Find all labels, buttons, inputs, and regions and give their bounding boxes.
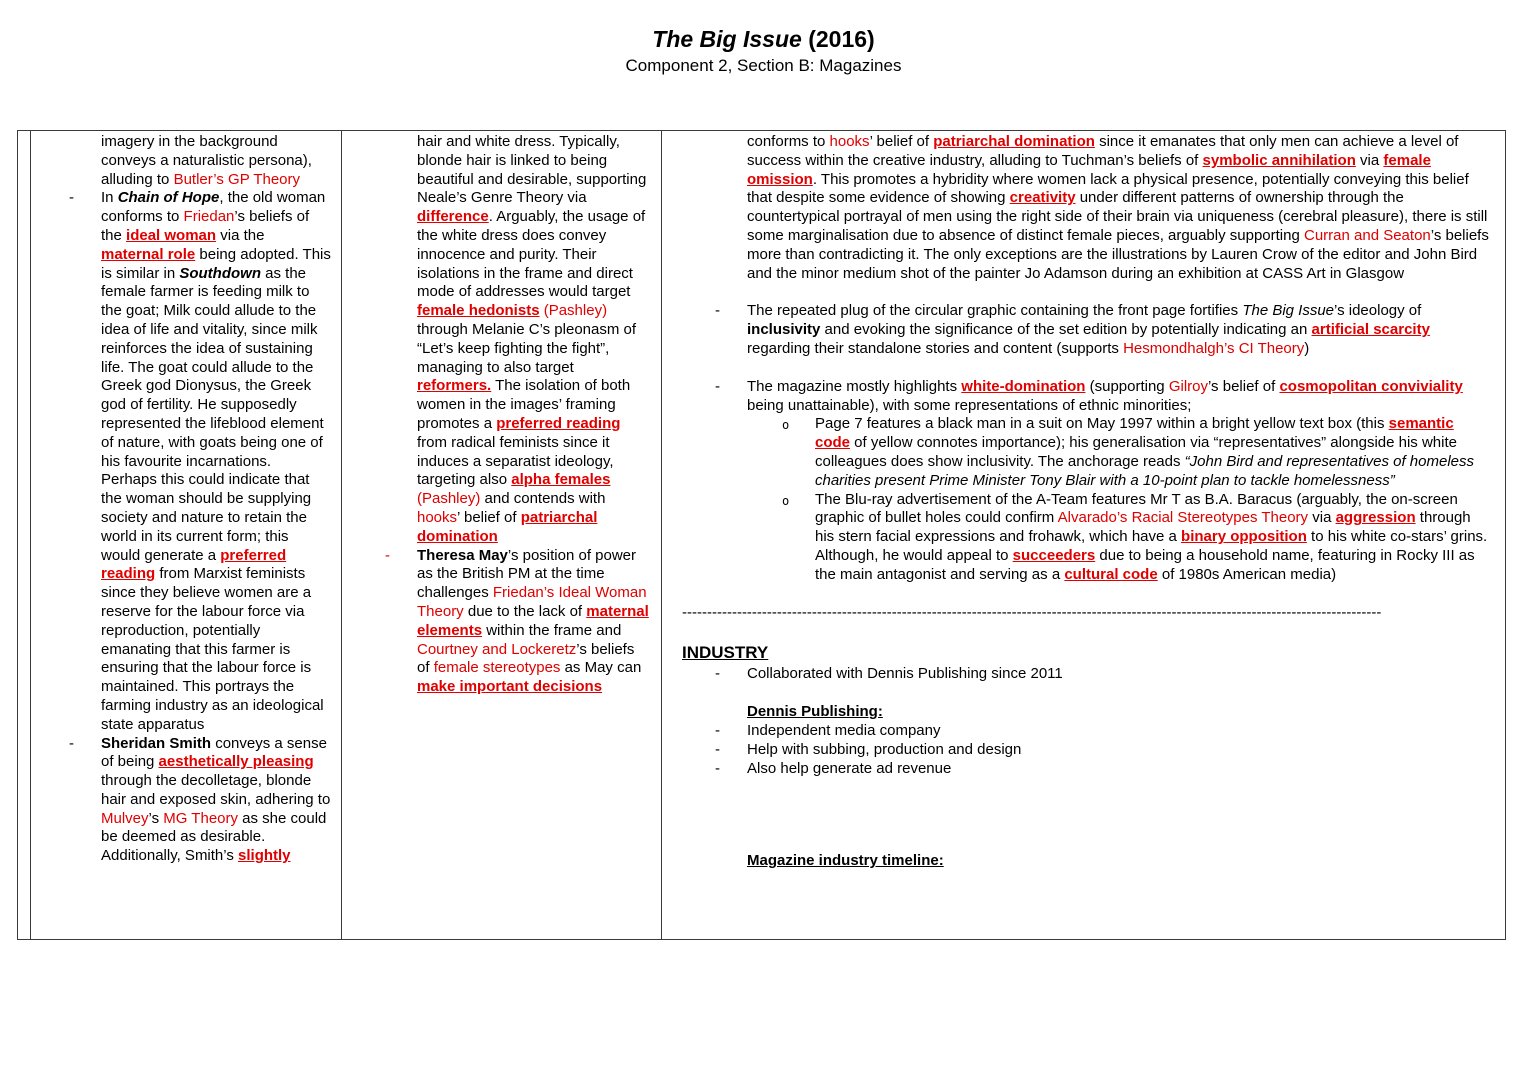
page-subtitle: Component 2, Section B: Magazines xyxy=(625,56,902,75)
text-run: from Marxist feminists since they believe women are a reserve for the labour force via reproduction, potentially emanating that this farmer is ensuring that the labour force is maintained. This portrays the farming industry as an ideological state apparatus xyxy=(101,565,324,733)
bullet-item xyxy=(715,759,1491,779)
text-run: MG Theory xyxy=(163,809,238,827)
paragraph xyxy=(101,133,331,189)
text-run: inclusivity xyxy=(747,321,821,339)
spacer xyxy=(682,622,1491,642)
text-run: The isolation of both women in the images’ framing promotes a xyxy=(417,377,631,432)
text-run: since it emanates that only men can achieve a level of success within the creative industry, alluding to Tuchman’s beliefs of xyxy=(747,133,1459,169)
text-run: In xyxy=(101,189,118,207)
text-run: of yellow connotes importance); his generalisation via “representatives” alongside his white colleagues does show inclusivity. The anchorage reads xyxy=(815,434,1457,470)
text-run: due to the lack of xyxy=(463,602,587,620)
column-cover-analysis-middle xyxy=(341,131,661,939)
text-run: (supporting xyxy=(1085,377,1169,395)
text-run: through Melanie C’s pleonasm of “Let’s keep fighting the fight”, managing to also target xyxy=(417,320,637,376)
notes-table xyxy=(17,130,1506,940)
text-run: hooks xyxy=(829,133,870,150)
table-gutter-cell xyxy=(18,131,30,939)
text-run: Page 7 features a black man in a suit on May 1997 within a bright yellow text box (this xyxy=(815,415,1389,433)
text-run: as the female farmer is feeding milk to the goat; Milk could allude to the idea of life and vitality, since milk reinforces the idea of sustaining life. The goat could allude to the Greek god Dionysus, the Greek god of fertility. He supposedly represented the lifeblood element of nature, with goats being one of his favourite incarnations. Perhaps this could indicate that the woman should be supplying society and nature to retain the world in its current form; this would generate a xyxy=(101,264,324,564)
text-run: preferred reading xyxy=(101,546,287,583)
paragraph xyxy=(417,133,651,547)
text-run: Theresa May xyxy=(417,546,508,564)
text-run: Friedan’s Ideal Woman Theory xyxy=(417,584,647,620)
text-run: conveys a sense of being xyxy=(101,734,327,771)
text-run: Courtney and Lockeretz xyxy=(417,640,577,658)
bullet-item xyxy=(69,734,331,867)
text-run: creativity xyxy=(1009,189,1076,207)
bullet-marker: - xyxy=(69,734,74,752)
text-run: being unattainable), with some representations of ethnic minorities; xyxy=(747,396,1192,414)
bullet-marker: - xyxy=(715,302,720,320)
text-run: binary opposition xyxy=(1181,528,1307,546)
bullet-marker: - xyxy=(715,665,720,683)
text-run: ’s ideology of xyxy=(1334,302,1422,320)
text-run: Sheridan Smith xyxy=(101,734,212,752)
text-run: via the xyxy=(216,226,265,244)
text-run: “John Bird and representatives of homeless charities present Prime Minister Tony Blair with a 10-point plan to tackle homelessness” xyxy=(815,452,1474,489)
spacer xyxy=(682,283,1491,302)
bullet-marker: o xyxy=(782,493,790,508)
section-heading xyxy=(682,642,1491,663)
text-run: of 1980s American media) xyxy=(1157,565,1337,583)
text-run: to his white co-stars’ grins. Although, he would appeal to xyxy=(815,528,1488,564)
column-cover-analysis-left xyxy=(30,131,341,939)
text-run: as May can xyxy=(560,659,642,677)
divider-line xyxy=(682,604,1491,623)
spacer xyxy=(682,778,1491,852)
text-run: difference xyxy=(417,208,489,226)
text-run: white-domination xyxy=(961,377,1086,395)
text-run: Gilroy xyxy=(1168,377,1208,395)
text-run: through the decolletage, blonde hair and exposed skin, adhering to xyxy=(101,772,331,808)
text-run: alpha females xyxy=(511,471,611,489)
text-run: through his stern facial expressions and frohawk, which have a xyxy=(815,509,1471,546)
bullet-item xyxy=(715,721,1491,741)
text-run: ’ belief of xyxy=(869,133,934,150)
text-run: (Pashley) xyxy=(417,490,481,508)
text-run: under different patterns of ownership through the countertypical portrayal of men using the right side of their brain via uniqueness (cerebral pleasure), there is still some marginalisation due to absence of distinct female pieces, arguably supporting xyxy=(747,189,1488,244)
text-run: Dennis Publishing: xyxy=(747,703,883,721)
text-run: ’s beliefs of the xyxy=(101,208,310,244)
text-run: female omission xyxy=(747,151,1431,188)
text-run: via xyxy=(1308,509,1336,527)
text-run: Help with subbing, production and design xyxy=(747,740,1022,758)
text-run: conforms to xyxy=(747,133,830,150)
sub-heading xyxy=(747,852,1491,871)
sub-bullet-item xyxy=(782,415,1491,490)
text-run: semantic code xyxy=(815,415,1454,452)
bullet-marker: - xyxy=(715,740,720,758)
text-run: Butler’s GP Theory xyxy=(173,170,301,188)
paragraph xyxy=(747,133,1491,283)
text-run: artificial scarcity xyxy=(1311,321,1430,339)
text-run: . Arguably, the usage of the white dress does convey innocence and purity. Their isolations in the frame and direct mode of addresses would target xyxy=(417,208,646,301)
text-run: INDUSTRY xyxy=(682,643,769,663)
text-run: aggression xyxy=(1335,509,1416,527)
text-run: , the old woman conforms to xyxy=(101,189,326,226)
text-run: hair and white dress. Typically, blonde hair is linked to being beautiful and desirable, supporting Neale’s Genre Theory via xyxy=(417,133,647,207)
text-run: Friedan xyxy=(183,208,235,226)
text-run: ’s beliefs more than contradicting it. The only exceptions are the illustrations by Lauren Crow of the editor and John Bird and the minor medium shot of the painter Jo Adamson during an exhibition at CASS Art in Glasgow xyxy=(747,226,1489,282)
page-title xyxy=(0,26,1527,52)
text-run: via xyxy=(1355,151,1384,169)
text-run: ) xyxy=(1304,339,1310,357)
text-run: cosmopolitan conviviality xyxy=(1279,377,1463,395)
bullet-item xyxy=(715,377,1491,416)
text-run: hooks xyxy=(417,508,458,526)
text-run: Collaborated with Dennis Publishing since 2011 xyxy=(747,665,1063,683)
text-run: Also help generate ad revenue xyxy=(747,759,952,777)
text-run: ideal woman xyxy=(126,226,217,244)
bullet-marker: - xyxy=(385,546,390,564)
text-run: Southdown xyxy=(179,264,261,282)
text-run: Curran and Seaton xyxy=(1304,226,1431,244)
bullet-item xyxy=(385,546,651,697)
bullet-marker: - xyxy=(715,377,720,395)
text-run: and contends with xyxy=(480,490,606,508)
spacer xyxy=(682,359,1491,378)
text-run: being adopted. This is similar in xyxy=(101,245,331,282)
text-run: Magazine industry timeline: xyxy=(747,852,944,870)
text-run: Chain of Hope xyxy=(117,189,220,207)
text-run: aesthetically pleasing xyxy=(158,753,314,771)
text-run: Independent media company xyxy=(747,721,941,739)
text-run: ’s xyxy=(148,809,164,827)
text-run: female stereotypes xyxy=(433,659,561,677)
text-run: symbolic annihilation xyxy=(1202,151,1356,169)
text-run: ’s belief of xyxy=(1208,377,1280,395)
bullet-item xyxy=(715,665,1491,684)
text-run: from radical feminists since it induces a separatist ideology, targeting also xyxy=(417,433,614,489)
text-run: ’s position of power as the British PM at the time challenges xyxy=(417,546,637,602)
document-header xyxy=(0,26,1527,77)
text-run: make important decisions xyxy=(417,678,603,696)
text-run: within the frame and xyxy=(482,621,622,639)
text-run: The magazine mostly highlights xyxy=(747,377,962,395)
text-run: . This promotes a hybridity where women lack a physical presence, potentially conveying this belief that despite some evidence of showing xyxy=(747,170,1469,207)
bullet-item xyxy=(715,302,1491,358)
text-run: -------------------------------------------------------------------------------------------------------------------------------------------- xyxy=(682,603,1382,621)
text-run: Mulvey xyxy=(101,809,149,827)
bullet-marker: - xyxy=(715,721,720,739)
text-run: succeeders xyxy=(1012,546,1096,564)
text-run: maternal role xyxy=(101,245,196,263)
text-run: The Blu-ray advertisement of the A-Team features Mr T as B.A. Baracus (arguably, the on-screen graphic of bullet holes could confirm xyxy=(815,490,1458,527)
text-run: ’s beliefs of xyxy=(417,640,635,677)
spacer xyxy=(682,684,1491,703)
text-run: (Pashley) xyxy=(543,302,608,320)
text-run: slightly xyxy=(238,847,291,865)
text-run: maternal elements xyxy=(417,602,649,639)
sub-bullet-item xyxy=(782,490,1491,585)
text-run: reformers. xyxy=(417,377,492,395)
bullet-item xyxy=(715,740,1491,760)
text-run: The repeated plug of the circular graphic containing the front page fortifies xyxy=(747,302,1243,320)
bullet-marker: - xyxy=(69,189,74,207)
bullet-marker: - xyxy=(715,759,720,777)
text-run: Alvarado’s Racial Stereotypes Theory xyxy=(1057,509,1309,527)
text-run: female hedonists xyxy=(417,302,540,320)
bullet-item xyxy=(69,189,331,734)
text-run: regarding their standalone stories and content (supports xyxy=(747,339,1124,357)
text-run: patriarchal domination xyxy=(933,133,1095,150)
bullet-marker: o xyxy=(782,418,790,433)
spacer xyxy=(682,585,1491,604)
text-run: and evoking the significance of the set edition by potentially indicating an xyxy=(820,321,1312,339)
page-title-year: (2016) xyxy=(801,26,875,52)
page-title-name: The Big Issue xyxy=(652,26,802,52)
text-run: imagery in the background conveys a naturalistic persona), alluding to xyxy=(101,133,312,188)
text-run: ’ belief of xyxy=(457,508,521,526)
text-run: cultural code xyxy=(1064,565,1158,583)
text-run: due to being a household name, featuring in Rocky III as the main antagonist and serving as a xyxy=(815,546,1475,583)
text-run: Hesmondhalgh’s CI Theory xyxy=(1123,339,1305,357)
text-run: as she could be deemed as desirable. Additionally, Smith’s xyxy=(101,809,327,865)
sub-heading xyxy=(747,703,1491,722)
text-run: preferred reading xyxy=(496,414,621,432)
text-run: The Big Issue xyxy=(1242,302,1335,320)
column-representation-and-industry xyxy=(661,131,1505,939)
text-run: patriarchal domination xyxy=(417,508,598,545)
